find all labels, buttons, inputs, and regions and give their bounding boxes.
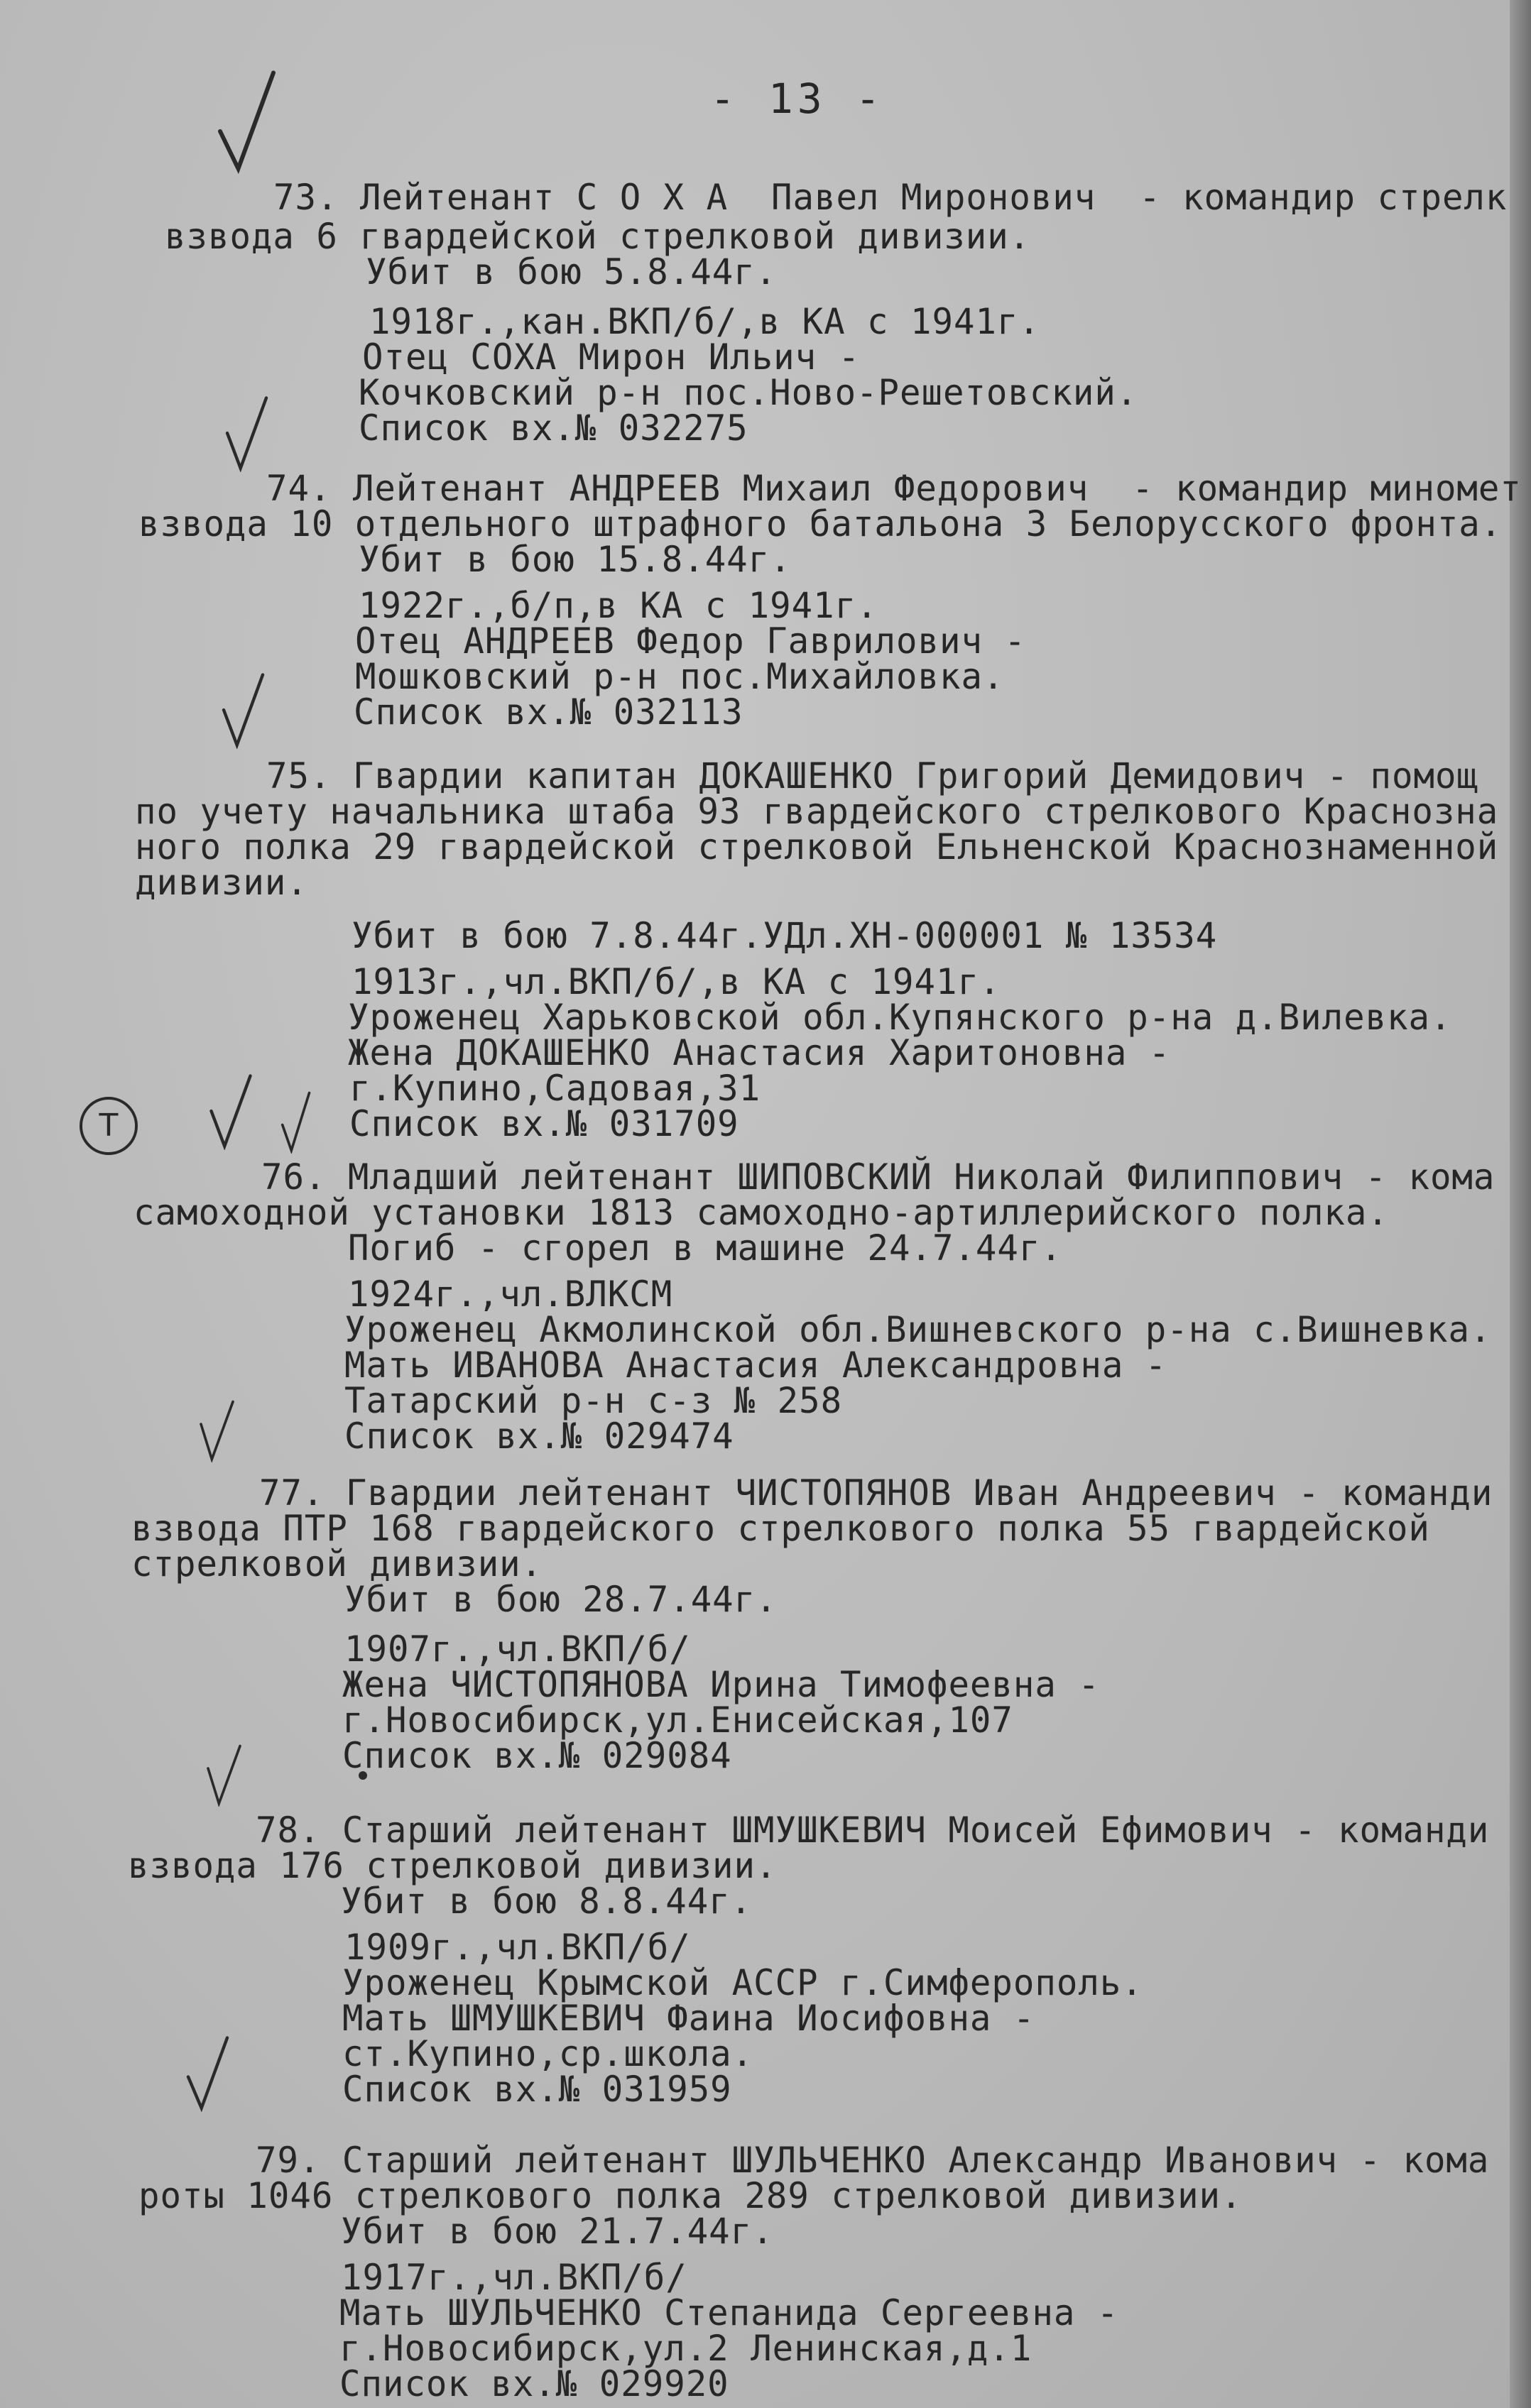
entry-line: взвода 10 отдельного штрафного батальона 3 Белорусского фронта. [138, 503, 1503, 544]
entry-line: Кочковский р-н пос.Ново-Решетовский. [359, 372, 1138, 413]
entry-line: по учету начальника штаба 93 гвардейского стрелкового Краснозна [135, 791, 1499, 832]
entry-line: 74. Лейтенант АНДРЕЕВ Михаил Федорович - командир миномет [266, 468, 1522, 509]
circled-letter-mark: Т [80, 1097, 138, 1155]
entry-line: 1924г.,чл.ВЛКСМ [348, 1274, 673, 1315]
entry-line: Убит в бою 21.7.44г. [341, 2211, 774, 2252]
entry-line: Уроженец Харьковской обл.Купянского р-на д.Вилевка. [348, 997, 1452, 1038]
entry-line: ст.Купино,ср.школа. [342, 2033, 754, 2074]
check-mark-icon [213, 394, 280, 472]
entry-line: 1909г.,чл.ВКП/б/ [344, 1927, 691, 1968]
entry-line: Уроженец Крымской АССР г.Симферополь. [342, 1962, 1143, 2003]
entry-line: стрелковой дивизии. [131, 1543, 543, 1585]
entry-line: Погиб - сгорел в машине 24.7.44г. [348, 1227, 1062, 1269]
entry-line: 1918г.,кан.ВКП/б/,в КА с 1941г. [369, 301, 1040, 342]
check-mark-icon [190, 1743, 258, 1807]
entry-line: Татарский р-н с-з № 258 [344, 1380, 843, 1421]
entry-line: г.Купино,Садовая,31 [349, 1068, 761, 1109]
entry-line: 1917г.,чл.ВКП/б/ [341, 2257, 687, 2298]
entry-line: взвода ПТР 168 гвардейского стрелкового полка 55 гвардейской [131, 1508, 1430, 1549]
entry-line: 1922г.,б/п,в КА с 1941г. [359, 585, 878, 626]
entry-line: взвода 6 гвардейской стрелковой дивизии. [165, 216, 1031, 257]
entry-line: 76. Младший лейтенант ШИПОВСКИЙ Николай Филиппович - кома [261, 1156, 1495, 1198]
entry-line: Список вх.№ 029474 [344, 1416, 734, 1457]
entry-line: Убит в бою 28.7.44г. [344, 1579, 778, 1620]
entry-line: Убит в бою 8.8.44г. [341, 1881, 753, 1922]
entry-line: Убит в бою 15.8.44г. [359, 539, 792, 580]
check-mark-icon [277, 1090, 316, 1154]
entry-line: 73. Лейтенант С О Х А Павел Миронович - командир стрелк [273, 177, 1508, 218]
entry-line: Мать ШМУШКЕВИЧ Фаина Иосифовна - [342, 1998, 1035, 2039]
entry-line: 79. Старший лейтенант ШУЛЬЧЕНКО Александр Иванович - кома [256, 2140, 1490, 2181]
entry-line: 1913г.,чл.ВКП/б/,в КА с 1941г. [352, 961, 1001, 1002]
entry-line: Жена ЧИСТОПЯНОВА Ирина Тимофеевна - [342, 1664, 1100, 1705]
check-mark-icon [209, 671, 277, 749]
entry-line: роты 1046 стрелкового полка 289 стрелковой дивизии. [138, 2175, 1243, 2216]
entry-line: 75. Гвардии капитан ДОКАШЕНКО Григорий Демидович - помощ [266, 755, 1478, 797]
entry-line: Уроженец Акмолинской обл.Вишневского р-на с.Вишневка. [344, 1309, 1492, 1350]
entry-line: г.Новосибирск,ул.Енисейская,107 [342, 1700, 1013, 1741]
entry-line: Жена ДОКАШЕНКО Анастасия Харитоновна - [348, 1032, 1171, 1073]
entry-line: Список вх.№ 031709 [349, 1103, 739, 1144]
page-edge [1510, 0, 1531, 2408]
page-number: - 13 - [710, 75, 885, 123]
entry-line: Мошковский р-н пос.Михайловка. [355, 656, 1005, 697]
entry-line: самоходной установки 1813 самоходно-артиллерийского полка. [134, 1192, 1389, 1233]
entry-line: г.Новосибирск,ул.2 Ленинская,д.1 [339, 2328, 1033, 2369]
entry-line: Мать ИВАНОВА Анастасия Александровна - [344, 1345, 1167, 1386]
entry-line: Мать ШУЛЬЧЕНКО Степанида Сергеевна - [339, 2292, 1119, 2333]
entry-line: Отец АНДРЕЕВ Федор Гаврилович - [355, 620, 1026, 662]
entry-line: Список вх.№ 031959 [342, 2069, 732, 2110]
entry-line: Список вх.№ 032113 [354, 691, 743, 733]
check-mark-icon [183, 1399, 251, 1462]
check-mark-icon [174, 2034, 241, 2112]
entry-line: Список вх.№ 029084 [342, 1735, 732, 1776]
entry-line: Список вх.№ 029920 [339, 2363, 729, 2404]
check-mark-icon [206, 1072, 256, 1150]
entry-line: 77. Гвардии лейтенант ЧИСТОПЯНОВ Иван Андреевич - команди [259, 1472, 1493, 1514]
entry-line: ного полка 29 гвардейской стрелковой Ельненской Краснознаменной [135, 826, 1499, 868]
check-mark-icon [213, 67, 280, 174]
entry-line: 1907г.,чл.ВКП/б/ [344, 1629, 691, 1670]
entry-line: Список вх.№ 032275 [359, 407, 748, 449]
entry-line: Убит в бою 5.8.44г. [366, 251, 778, 292]
entry-line: дивизии. [135, 862, 308, 903]
entry-line: Отец СОХА Мирон Ильич - [362, 336, 861, 378]
entry-line: Убит в бою 7.8.44г.УДл.ХН-000001 № 13534 [352, 915, 1218, 956]
entry-line: 78. Старший лейтенант ШМУШКЕВИЧ Моисей Ефимович - команди [256, 1810, 1490, 1851]
entry-line: взвода 176 стрелковой дивизии. [128, 1845, 778, 1886]
